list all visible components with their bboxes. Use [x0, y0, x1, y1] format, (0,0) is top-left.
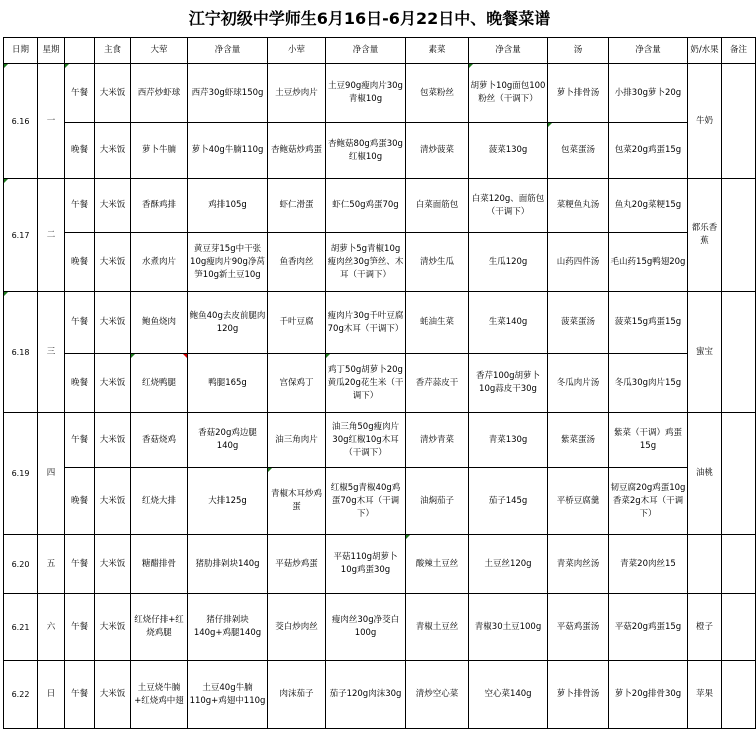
meal-cell: 午餐: [65, 535, 95, 594]
side-dish-cell: 油三角肉片: [268, 413, 326, 468]
header-note: 备注: [722, 38, 756, 64]
soup-cell: 紫菜蛋汤: [548, 413, 609, 468]
veg-net-cell: 生菜140g: [469, 292, 548, 354]
side-net-cell: 虾仁50g鸡蛋70g: [326, 179, 406, 233]
date-cell: 6.20: [4, 535, 38, 594]
date-cell: 6.22: [4, 661, 38, 729]
main-dish-cell: 红烧大排: [131, 468, 188, 535]
soup-net-cell: 冬瓜30g肉片15g: [609, 354, 688, 413]
soup-net-cell: 紫菜（干调）鸡蛋15g: [609, 413, 688, 468]
meal-cell: 晚餐: [65, 468, 95, 535]
staple-cell: 大米饭: [95, 535, 131, 594]
main-net-cell: 黄豆芽15g中干张10g瘦肉片90g净莴笋10g新土豆10g: [188, 233, 268, 292]
main-net-cell: 猪仔排剁块140g+鸡腿140g: [188, 594, 268, 661]
note-cell: [722, 535, 756, 594]
side-dish-cell: 虾仁滑蛋: [268, 179, 326, 233]
veg-net-cell: 胡萝卜10g面包100粉丝（干调下）: [469, 64, 548, 123]
veg-net-cell: 香芹100g胡萝卜10g蒜皮干30g: [469, 354, 548, 413]
veg-cell: 青椒土豆丝: [406, 594, 469, 661]
meal-cell: 午餐: [65, 179, 95, 233]
meal-cell: 晚餐: [65, 354, 95, 413]
soup-cell: 平菇鸡蛋汤: [548, 594, 609, 661]
table-row: [4, 468, 756, 535]
veg-cell: 清炒空心菜: [406, 661, 469, 729]
veg-net-cell: 青菜130g: [469, 413, 548, 468]
extra-cell: 都乐香蕉: [688, 179, 722, 292]
table-row: [4, 354, 756, 413]
meal-cell: 午餐: [65, 292, 95, 354]
main-net-cell: 猪肋排剁块140g: [188, 535, 268, 594]
veg-net-cell: 茄子145g: [469, 468, 548, 535]
table-row: [4, 292, 756, 354]
extra-cell: 油桃: [688, 413, 722, 535]
main-dish-cell: 红烧鸭腿: [131, 354, 188, 413]
main-net-cell: 萝卜40g牛腩110g: [188, 123, 268, 179]
veg-cell: 酸辣土豆丝: [406, 535, 469, 594]
staple-cell: 大米饭: [95, 123, 131, 179]
side-net-cell: 胡萝卜5g青椒10g瘦肉丝30g笋丝、木耳（干调下）: [326, 233, 406, 292]
table-row: [4, 413, 756, 468]
menu-table: [3, 37, 756, 729]
note-cell: [722, 413, 756, 535]
soup-net-cell: 毛山药15g鸭翅20g: [609, 233, 688, 292]
main-dish-cell: 香酥鸡排: [131, 179, 188, 233]
meal-cell: 晚餐: [65, 233, 95, 292]
side-dish-cell: 茭白炒肉丝: [268, 594, 326, 661]
table-row: [4, 179, 756, 233]
date-cell: 6.19: [4, 413, 38, 535]
veg-cell: 香芹蒜皮干: [406, 354, 469, 413]
main-dish-cell: 水煮肉片: [131, 233, 188, 292]
weekday-cell: 六: [38, 594, 65, 661]
main-dish-cell: 鲍鱼烧肉: [131, 292, 188, 354]
staple-cell: 大米饭: [95, 468, 131, 535]
header-row: [4, 38, 756, 64]
main-net-cell: 香菇20g鸡边腿140g: [188, 413, 268, 468]
side-net-cell: 油三角50g瘦肉片30g红椒10g木耳（干调下）: [326, 413, 406, 468]
table-row: [4, 594, 756, 661]
veg-cell: 清炒菠菜: [406, 123, 469, 179]
main-net-cell: 鸡排105g: [188, 179, 268, 233]
soup-net-cell: 韧豆腐20g鸡蛋10g香菜2g木耳（干调下）: [609, 468, 688, 535]
main-dish-cell: 红烧仔排+红烧鸡腿: [131, 594, 188, 661]
soup-net-cell: 包菜20g鸡蛋15g: [609, 123, 688, 179]
meal-cell: 午餐: [65, 64, 95, 123]
staple-cell: 大米饭: [95, 413, 131, 468]
main-dish-cell: 西芹炒虾球: [131, 64, 188, 123]
veg-net-cell: 生瓜120g: [469, 233, 548, 292]
staple-cell: 大米饭: [95, 64, 131, 123]
header-main-net: 净含量: [188, 38, 268, 64]
soup-net-cell: 萝卜20g排骨30g: [609, 661, 688, 729]
extra-cell: 苹果: [688, 661, 722, 729]
table-row: [4, 661, 756, 729]
header-weekday: 星期: [38, 38, 65, 64]
main-dish-cell: 萝卜牛腩: [131, 123, 188, 179]
header-soup-net: 净含量: [609, 38, 688, 64]
veg-cell: 油焖茄子: [406, 468, 469, 535]
soup-cell: 菠菜蛋汤: [548, 292, 609, 354]
table-row: [4, 123, 756, 179]
main-net-cell: 鸭腿165g: [188, 354, 268, 413]
header-veg: 素菜: [406, 38, 469, 64]
side-dish-cell: 宫保鸡丁: [268, 354, 326, 413]
table-row: [4, 535, 756, 594]
header-main: 大荤: [131, 38, 188, 64]
side-dish-cell: 平菇炒鸡蛋: [268, 535, 326, 594]
soup-cell: 包菜蛋汤: [548, 123, 609, 179]
side-net-cell: 杏鲍菇80g鸡蛋30g红椒10g: [326, 123, 406, 179]
note-cell: [722, 64, 756, 179]
date-cell: 6.16: [4, 64, 38, 179]
side-dish-cell: 肉沫茄子: [268, 661, 326, 729]
note-cell: [722, 594, 756, 661]
veg-net-cell: 空心菜140g: [469, 661, 548, 729]
veg-cell: 白菜面筋包: [406, 179, 469, 233]
side-net-cell: 鸡丁50g胡萝卜20g黄瓜20g花生米（干调下）: [326, 354, 406, 413]
page-title: 江宁初级中学师生6月16日-6月22日中、晚餐菜谱: [188, 9, 551, 28]
main-net-cell: 土豆40g牛腩110g+鸡翅中110g: [188, 661, 268, 729]
veg-cell: 蚝油生菜: [406, 292, 469, 354]
main-net-cell: 大排125g: [188, 468, 268, 535]
header-veg-net: 净含量: [469, 38, 548, 64]
meal-cell: 午餐: [65, 594, 95, 661]
soup-cell: 冬瓜肉片汤: [548, 354, 609, 413]
veg-net-cell: 白菜120g、面筋包（干调下）: [469, 179, 548, 233]
soup-cell: 萝卜排骨汤: [548, 64, 609, 123]
soup-net-cell: 菠菜15g鸡蛋15g: [609, 292, 688, 354]
header-soup: 汤: [548, 38, 609, 64]
veg-net-cell: 青椒30土豆100g: [469, 594, 548, 661]
main-net-cell: 鲍鱼40g去皮前腿肉120g: [188, 292, 268, 354]
veg-net-cell: 土豆丝120g: [469, 535, 548, 594]
meal-cell: 午餐: [65, 661, 95, 729]
weekday-cell: 二: [38, 179, 65, 292]
meal-cell: 晚餐: [65, 123, 95, 179]
extra-cell: [688, 535, 722, 594]
side-dish-cell: 青椒木耳炒鸡蛋: [268, 468, 326, 535]
side-net-cell: 茄子120g肉沫30g: [326, 661, 406, 729]
header-side: 小荤: [268, 38, 326, 64]
extra-cell: 牛奶: [688, 64, 722, 179]
meal-cell: 午餐: [65, 413, 95, 468]
veg-cell: 包菜粉丝: [406, 64, 469, 123]
weekday-cell: 五: [38, 535, 65, 594]
soup-cell: 青菜肉丝汤: [548, 535, 609, 594]
weekday-cell: 三: [38, 292, 65, 413]
header-date: 日期: [4, 38, 38, 64]
header-extra: 奶/水果: [688, 38, 722, 64]
table-row: [4, 64, 756, 123]
soup-cell: 菜粳鱼丸汤: [548, 179, 609, 233]
extra-cell: 蜜宝: [688, 292, 722, 413]
header-side-net: 净含量: [326, 38, 406, 64]
staple-cell: 大米饭: [95, 354, 131, 413]
note-cell: [722, 179, 756, 292]
staple-cell: 大米饭: [95, 594, 131, 661]
soup-net-cell: 小排30g萝卜20g: [609, 64, 688, 123]
soup-cell: 山药四件汤: [548, 233, 609, 292]
veg-net-cell: 菠菜130g: [469, 123, 548, 179]
side-dish-cell: 千叶豆腐: [268, 292, 326, 354]
side-dish-cell: 土豆炒肉片: [268, 64, 326, 123]
main-dish-cell: 香菇烧鸡: [131, 413, 188, 468]
note-cell: [722, 292, 756, 413]
side-net-cell: 瘦肉丝30g净茭白100g: [326, 594, 406, 661]
weekday-cell: 日: [38, 661, 65, 729]
extra-cell: 橙子: [688, 594, 722, 661]
main-dish-cell: 土豆烧牛腩+红烧鸡中翅: [131, 661, 188, 729]
date-cell: 6.21: [4, 594, 38, 661]
soup-cell: 萝卜排骨汤: [548, 661, 609, 729]
side-net-cell: 瘦肉片30g千叶豆腐70g木耳（干调下）: [326, 292, 406, 354]
main-dish-cell: 糖醋排骨: [131, 535, 188, 594]
side-net-cell: 平菇110g胡萝卜10g鸡蛋30g: [326, 535, 406, 594]
header-meal: [65, 38, 95, 64]
veg-cell: 清炒生瓜: [406, 233, 469, 292]
side-net-cell: 红椒5g青椒40g鸡蛋70g木耳（干调下）: [326, 468, 406, 535]
staple-cell: 大米饭: [95, 661, 131, 729]
table-row: [4, 233, 756, 292]
header-staple: 主食: [95, 38, 131, 64]
side-dish-cell: 杏鲍菇炒鸡蛋: [268, 123, 326, 179]
main-net-cell: 西芹30g虾球150g: [188, 64, 268, 123]
weekday-cell: 四: [38, 413, 65, 535]
weekday-cell: 一: [38, 64, 65, 179]
soup-net-cell: 平菇20g鸡蛋15g: [609, 594, 688, 661]
date-cell: 6.18: [4, 292, 38, 413]
staple-cell: 大米饭: [95, 292, 131, 354]
date-cell: 6.17: [4, 179, 38, 292]
soup-cell: 平桥豆腐羹: [548, 468, 609, 535]
veg-cell: 清炒青菜: [406, 413, 469, 468]
staple-cell: 大米饭: [95, 233, 131, 292]
side-dish-cell: 鱼香肉丝: [268, 233, 326, 292]
soup-net-cell: 鱼丸20g菜粳15g: [609, 179, 688, 233]
soup-net-cell: 青菜20肉丝15: [609, 535, 688, 594]
note-cell: [722, 661, 756, 729]
staple-cell: 大米饭: [95, 179, 131, 233]
side-net-cell: 土豆90g瘦肉片30g青椒10g: [326, 64, 406, 123]
